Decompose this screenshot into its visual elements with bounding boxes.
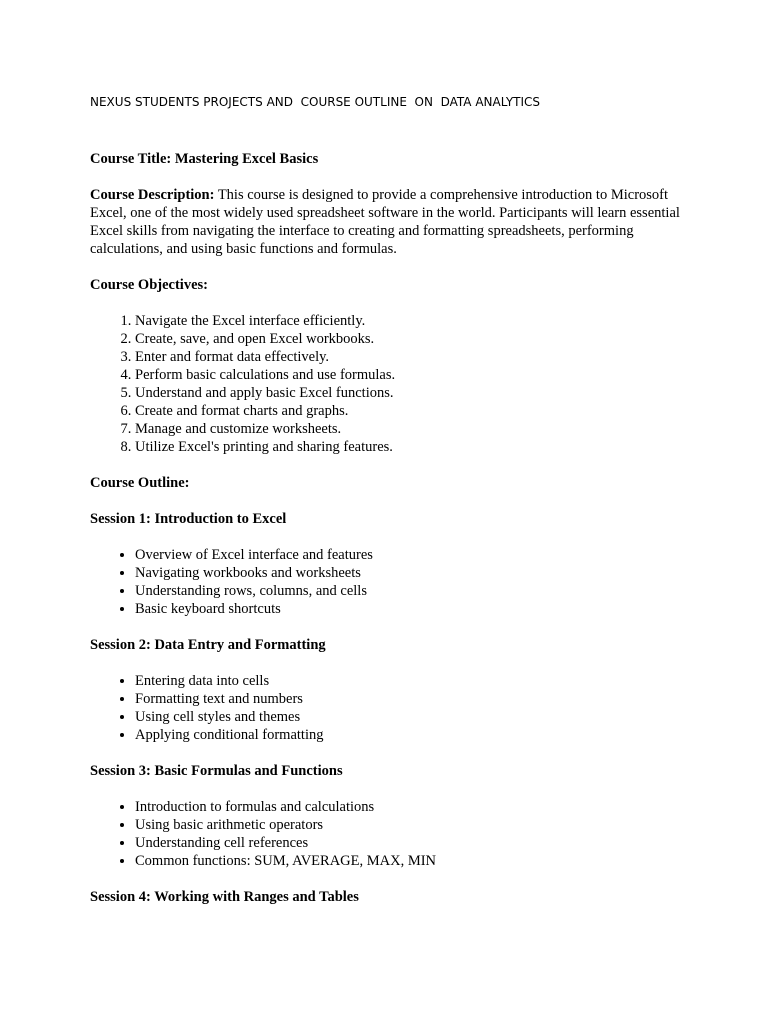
objectives-heading: Course Objectives: (90, 277, 208, 293)
session-item: • Introduction to formulas and calculations (135, 798, 690, 816)
session-item: • Understanding cell references (135, 834, 690, 852)
session-1-list (90, 546, 690, 618)
session-item: • Applying conditional formatting (135, 726, 690, 744)
session-item: • Entering data into cells (135, 672, 690, 690)
session-item: • Navigating workbooks and worksheets (135, 564, 690, 582)
session-item: • Common functions: SUM, AVERAGE, MAX, MIN (135, 852, 690, 870)
session-item: • Using basic arithmetic operators (135, 816, 690, 834)
session-item: • Overview of Excel interface and features (135, 546, 690, 564)
course-title: Course Title: Mastering Excel Basics (90, 151, 319, 167)
document-body (90, 150, 690, 924)
course-description-text: This course is designed to provide a comprehensive introduction to Microsoft Excel, one of the most widely used spreadsheet software in the world. Participants will learn essential Excel skills from navigating the interface to creating and formatting spreadsheets, performing calculations, and using basic functions and formulas. (90, 187, 680, 257)
session-item: • Formatting text and numbers (135, 690, 690, 708)
objective-item: 5. Understand and apply basic Excel functions. (135, 384, 690, 402)
session-4-title: Session 4: Working with Ranges and Tables (90, 889, 359, 905)
course-description-label: Course Description: (90, 187, 215, 203)
session-1-title: Session 1: Introduction to Excel (90, 511, 287, 527)
session-item: • Basic keyboard shortcuts (135, 600, 690, 618)
objective-item: 6. Create and format charts and graphs. (135, 402, 690, 420)
session-item: • Using cell styles and themes (135, 708, 690, 726)
course-description (90, 186, 690, 258)
objective-item: 8. Utilize Excel's printing and sharing features. (135, 438, 690, 456)
objective-item: 3. Enter and format data effectively. (135, 348, 690, 366)
objective-item: 1. Navigate the Excel interface efficiently. (135, 312, 690, 330)
document-header: NEXUS STUDENTS PROJECTS AND COURSE OUTLINE ON DATA ANALYTICS (90, 95, 541, 109)
objective-item: 2. Create, save, and open Excel workbooks. (135, 330, 690, 348)
session-2-list (90, 672, 690, 744)
outline-heading: Course Outline: (90, 475, 190, 491)
session-item: • Understanding rows, columns, and cells (135, 582, 690, 600)
objective-item: 4. Perform basic calculations and use formulas. (135, 366, 690, 384)
session-3-title: Session 3: Basic Formulas and Functions (90, 763, 343, 779)
objectives-list (90, 312, 690, 456)
objective-item: 7. Manage and customize worksheets. (135, 420, 690, 438)
session-3-list (90, 798, 690, 870)
session-2-title: Session 2: Data Entry and Formatting (90, 637, 326, 653)
